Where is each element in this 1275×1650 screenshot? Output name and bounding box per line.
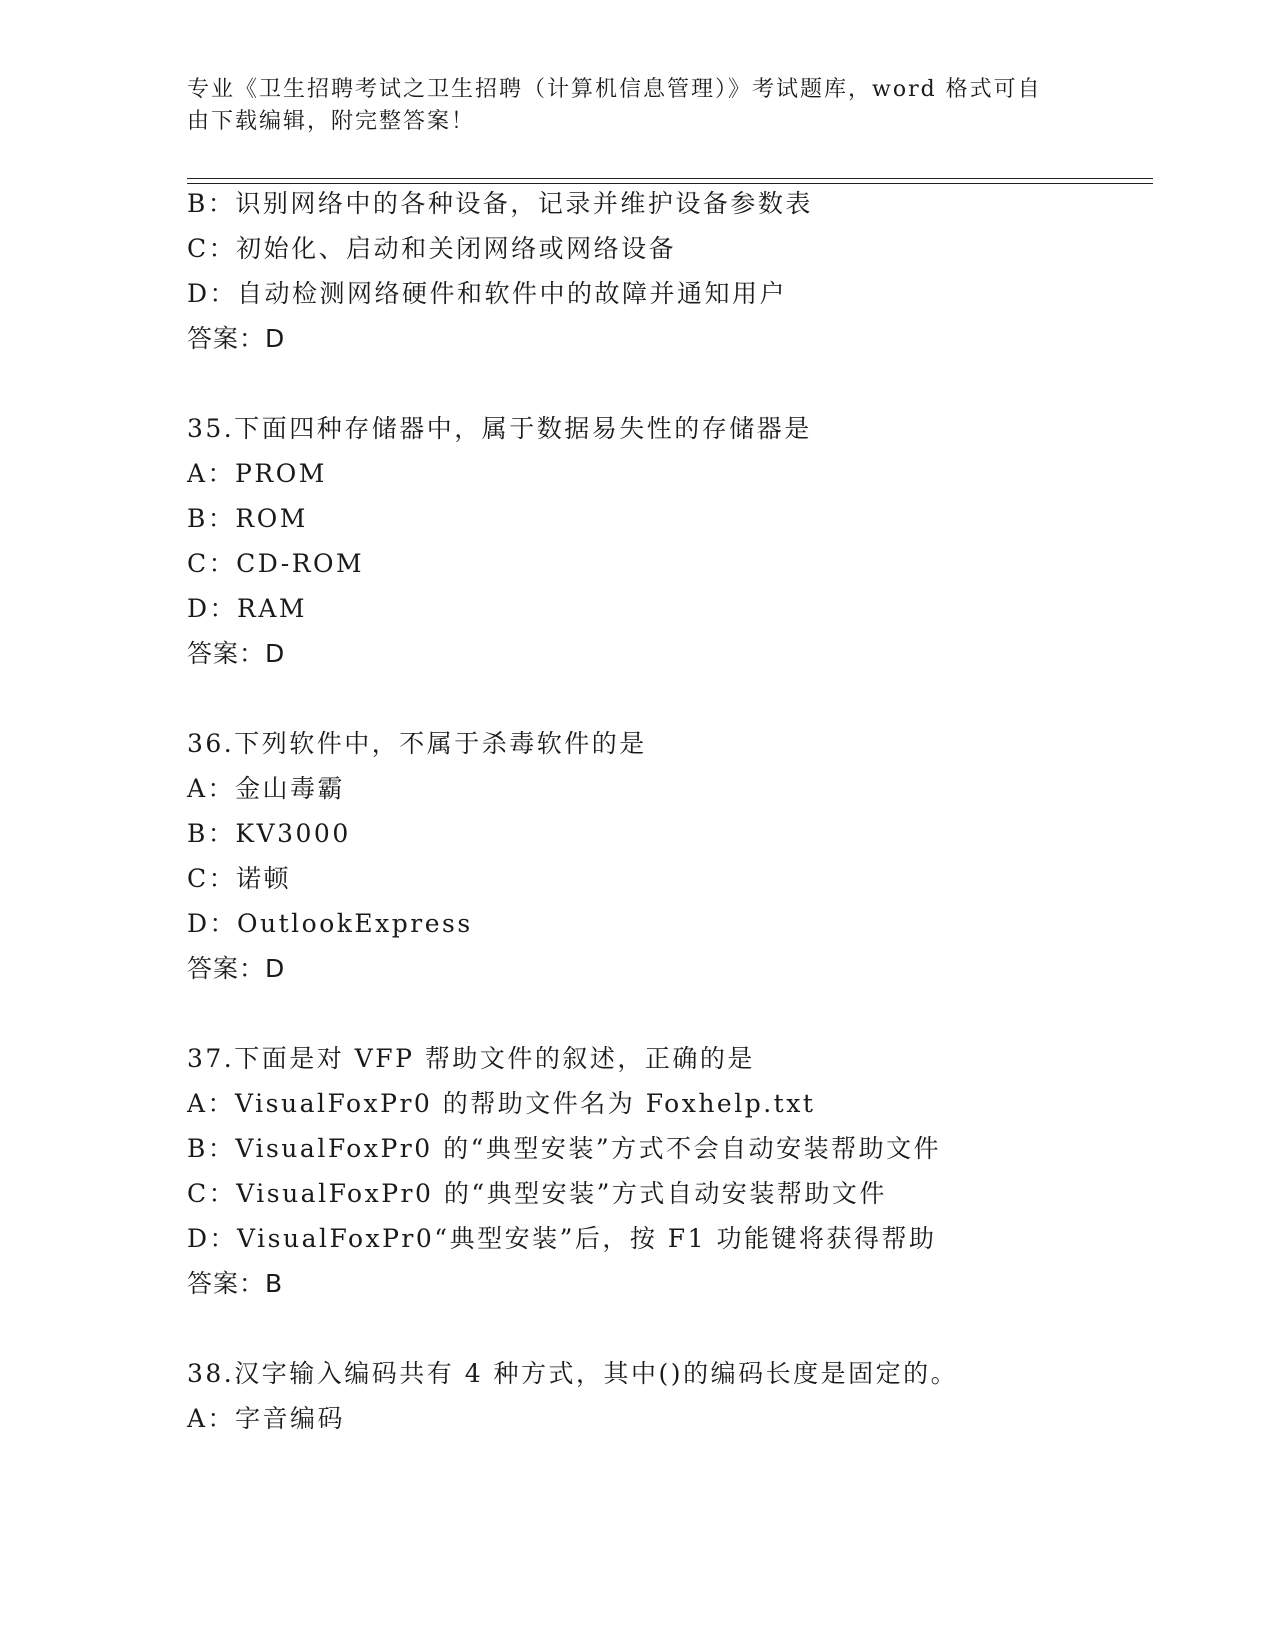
option-a: A：VisualFoxPr0 的帮助文件名为 Foxhelp.txt — [187, 1089, 816, 1118]
answer-line: 答案：D — [187, 324, 286, 353]
option-d: D：VisualFoxPr0“典型安装”后，按 F1 功能键将获得帮助 — [187, 1224, 937, 1253]
option-c: C：CD-ROM — [187, 549, 365, 578]
option-b: B：VisualFoxPr0 的“典型安装”方式不会自动安装帮助文件 — [187, 1134, 942, 1163]
answer-line: 答案：B — [187, 1269, 284, 1298]
question-stem: 36.下列软件中，不属于杀毒软件的是 — [187, 729, 647, 758]
option-b: B：KV3000 — [187, 819, 351, 848]
option-c: C：初始化、启动和关闭网络或网络设备 — [187, 234, 677, 263]
option-d: D：OutlookExpress — [187, 909, 473, 938]
option-a: A：PROM — [187, 459, 327, 488]
question-stem: 37.下面是对 VFP 帮助文件的叙述，正确的是 — [187, 1044, 755, 1073]
question-stem: 38.汉字输入编码共有 4 种方式，其中()的编码长度是固定的。 — [187, 1359, 959, 1388]
option-c: C：VisualFoxPr0 的“典型安装”方式自动安装帮助文件 — [187, 1179, 887, 1208]
option-c: C：诺顿 — [187, 864, 292, 893]
header-divider-bottom — [187, 183, 1153, 184]
option-b: B：ROM — [187, 504, 308, 533]
header-divider-top — [187, 178, 1153, 179]
option-d: D：RAM — [187, 594, 308, 623]
option-d: D：自动检测网络硬件和软件中的故障并通知用户 — [187, 279, 788, 308]
header-title-line-1: 专业《卫生招聘考试之卫生招聘（计算机信息管理）》考试题库，word 格式可自 — [187, 77, 1042, 102]
header-title-line-2: 由下载编辑，附完整答案！ — [187, 109, 476, 134]
document-header — [187, 74, 1087, 138]
option-b: B：识别网络中的各种设备，记录并维护设备参数表 — [187, 189, 813, 218]
answer-line: 答案：D — [187, 954, 286, 983]
answer-line: 答案：D — [187, 639, 286, 668]
option-a: A：字音编码 — [187, 1404, 346, 1433]
question-stem: 35.下面四种存储器中，属于数据易失性的存储器是 — [187, 414, 812, 443]
option-a: A：金山毒霸 — [187, 774, 346, 803]
